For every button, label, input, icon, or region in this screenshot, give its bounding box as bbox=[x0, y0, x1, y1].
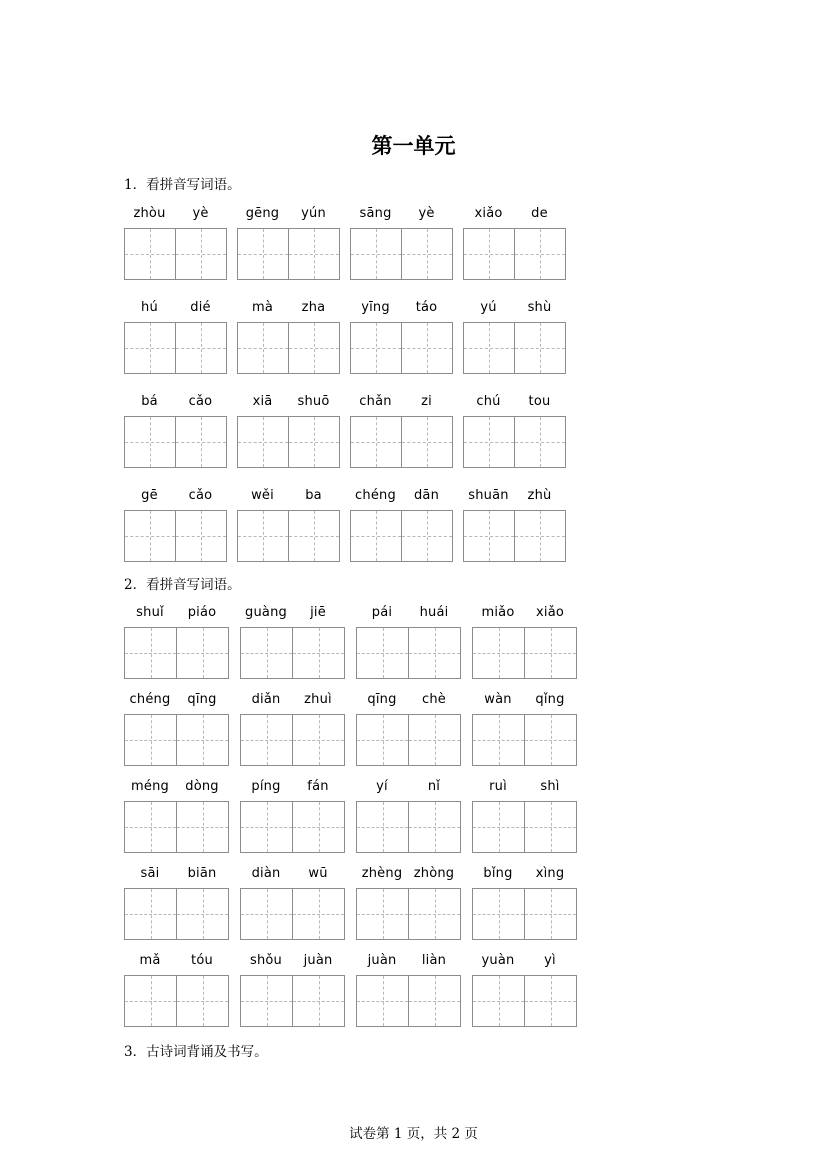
writing-cell[interactable] bbox=[356, 627, 409, 679]
writing-cell[interactable] bbox=[176, 975, 229, 1027]
word-row bbox=[124, 298, 576, 378]
pinyin-syllable: qīng bbox=[367, 692, 397, 707]
writing-cell[interactable] bbox=[292, 975, 345, 1027]
pinyin-syllable: xiǎo bbox=[474, 206, 503, 221]
word-box bbox=[356, 603, 460, 627]
pinyin-syllable: xiā bbox=[252, 394, 273, 409]
writing-cell[interactable] bbox=[514, 416, 566, 468]
pinyin-syllable: zhòng bbox=[413, 866, 455, 881]
writing-cells bbox=[124, 510, 226, 562]
word-box bbox=[124, 204, 226, 228]
pinyin-row bbox=[237, 486, 339, 510]
writing-cell[interactable] bbox=[124, 510, 176, 562]
writing-cell[interactable] bbox=[472, 975, 525, 1027]
question-3-label: 3．古诗词背诵及书写。 bbox=[124, 1044, 268, 1060]
pinyin-syllable: yú bbox=[480, 300, 497, 315]
writing-cells bbox=[124, 801, 228, 853]
word-row bbox=[124, 486, 576, 566]
word-box bbox=[472, 951, 576, 975]
pinyin-syllable: tóu bbox=[191, 953, 213, 968]
writing-cell[interactable] bbox=[514, 228, 566, 280]
pinyin-syllable: de bbox=[531, 206, 548, 221]
word-box bbox=[350, 204, 452, 228]
pinyin-row bbox=[472, 603, 576, 627]
writing-cell[interactable] bbox=[288, 416, 340, 468]
pinyin-row bbox=[356, 603, 460, 627]
word-box bbox=[356, 864, 460, 888]
pinyin-syllable: juàn bbox=[367, 953, 397, 968]
writing-cell[interactable] bbox=[124, 801, 177, 853]
writing-cell[interactable] bbox=[524, 627, 577, 679]
writing-cell[interactable] bbox=[288, 510, 340, 562]
writing-cell[interactable] bbox=[463, 228, 515, 280]
pinyin-syllable: zhòu bbox=[133, 206, 166, 221]
pinyin-row bbox=[240, 951, 344, 975]
pinyin-syllable: diàn bbox=[251, 866, 281, 881]
pinyin-row bbox=[124, 951, 228, 975]
pinyin-syllable: yún bbox=[301, 206, 326, 221]
question-1-label: 1．看拼音写词语。 bbox=[124, 177, 241, 193]
pinyin-row bbox=[124, 486, 226, 510]
writing-cell[interactable] bbox=[350, 416, 402, 468]
pinyin-syllable: zhù bbox=[527, 488, 552, 503]
writing-cell[interactable] bbox=[175, 416, 227, 468]
pinyin-syllable: qǐng bbox=[535, 692, 565, 707]
writing-cell[interactable] bbox=[124, 322, 176, 374]
writing-cell[interactable] bbox=[514, 510, 566, 562]
writing-cell[interactable] bbox=[237, 322, 289, 374]
word-box bbox=[124, 864, 228, 888]
word-box bbox=[237, 204, 339, 228]
writing-cells bbox=[463, 416, 565, 468]
word-box bbox=[463, 392, 565, 416]
writing-cell[interactable] bbox=[350, 228, 402, 280]
word-box bbox=[463, 486, 565, 510]
pinyin-syllable: yè bbox=[192, 206, 209, 221]
word-box bbox=[237, 486, 339, 510]
pinyin-syllable: dān bbox=[413, 488, 440, 503]
pinyin-syllable: wàn bbox=[484, 692, 512, 707]
writing-cells bbox=[237, 416, 339, 468]
word-box bbox=[240, 603, 344, 627]
writing-cells bbox=[124, 322, 226, 374]
pinyin-syllable: diǎn bbox=[251, 692, 281, 707]
writing-cell[interactable] bbox=[124, 888, 177, 940]
writing-cell[interactable] bbox=[463, 416, 515, 468]
pinyin-row bbox=[463, 392, 565, 416]
writing-cell[interactable] bbox=[463, 510, 515, 562]
pinyin-syllable: gēng bbox=[245, 206, 280, 221]
pinyin-row bbox=[356, 690, 460, 714]
pinyin-syllable: hú bbox=[141, 300, 158, 315]
writing-cells bbox=[124, 714, 228, 766]
writing-cells bbox=[472, 975, 576, 1027]
word-row bbox=[124, 603, 588, 683]
writing-cell[interactable] bbox=[524, 975, 577, 1027]
writing-cell[interactable] bbox=[524, 888, 577, 940]
writing-cell[interactable] bbox=[292, 714, 345, 766]
word-box bbox=[124, 298, 226, 322]
writing-cell[interactable] bbox=[240, 627, 293, 679]
writing-cell[interactable] bbox=[401, 228, 453, 280]
pinyin-syllable: miǎo bbox=[481, 605, 515, 620]
pinyin-syllable: bá bbox=[141, 394, 158, 409]
writing-cells bbox=[356, 888, 460, 940]
writing-cell[interactable] bbox=[408, 801, 461, 853]
writing-cell[interactable] bbox=[472, 801, 525, 853]
pinyin-row bbox=[124, 864, 228, 888]
writing-cells bbox=[237, 322, 339, 374]
writing-cell[interactable] bbox=[401, 510, 453, 562]
writing-cell[interactable] bbox=[356, 801, 409, 853]
writing-cell[interactable] bbox=[175, 322, 227, 374]
pinyin-row bbox=[240, 864, 344, 888]
pinyin-syllable: yì bbox=[544, 953, 556, 968]
pinyin-syllable: yuàn bbox=[481, 953, 515, 968]
word-box bbox=[124, 392, 226, 416]
pinyin-syllable: dié bbox=[190, 300, 211, 315]
writing-cell[interactable] bbox=[292, 801, 345, 853]
writing-cell[interactable] bbox=[176, 714, 229, 766]
pinyin-syllable: chè bbox=[422, 692, 446, 707]
word-row bbox=[124, 690, 588, 770]
pinyin-syllable: yè bbox=[418, 206, 435, 221]
writing-cell[interactable] bbox=[124, 714, 177, 766]
pinyin-syllable: cǎo bbox=[188, 394, 213, 409]
page-footer: 试卷第 1 页，共 2 页 bbox=[349, 1126, 478, 1142]
pinyin-row bbox=[237, 298, 339, 322]
writing-cells bbox=[356, 714, 460, 766]
pinyin-syllable: qīng bbox=[187, 692, 217, 707]
pinyin-row bbox=[356, 951, 460, 975]
writing-cells bbox=[472, 888, 576, 940]
pinyin-row bbox=[350, 298, 452, 322]
pinyin-syllable: nǐ bbox=[427, 779, 441, 794]
writing-cells bbox=[350, 510, 452, 562]
writing-cells bbox=[472, 627, 576, 679]
pinyin-syllable: ruì bbox=[489, 779, 507, 794]
pinyin-row bbox=[124, 603, 228, 627]
question-2-label: 2．看拼音写词语。 bbox=[124, 577, 241, 593]
word-box bbox=[472, 603, 576, 627]
pinyin-syllable: gē bbox=[141, 488, 158, 503]
writing-cell[interactable] bbox=[288, 322, 340, 374]
pinyin-syllable: shuān bbox=[468, 488, 509, 503]
writing-cell[interactable] bbox=[472, 888, 525, 940]
pinyin-syllable: shù bbox=[527, 300, 552, 315]
writing-cells bbox=[124, 975, 228, 1027]
pinyin-syllable: zhuì bbox=[304, 692, 332, 707]
writing-cell[interactable] bbox=[240, 714, 293, 766]
pinyin-syllable: biān bbox=[187, 866, 217, 881]
writing-cell[interactable] bbox=[124, 228, 176, 280]
pinyin-syllable: shì bbox=[540, 779, 560, 794]
pinyin-row bbox=[124, 690, 228, 714]
writing-cells bbox=[463, 510, 565, 562]
writing-cell[interactable] bbox=[524, 714, 577, 766]
pinyin-syllable: wěi bbox=[251, 488, 274, 503]
writing-cells bbox=[472, 801, 576, 853]
pinyin-syllable: xìng bbox=[535, 866, 565, 881]
writing-cell[interactable] bbox=[292, 627, 345, 679]
writing-cell[interactable] bbox=[472, 627, 525, 679]
writing-cells bbox=[463, 228, 565, 280]
word-box bbox=[237, 392, 339, 416]
pinyin-row bbox=[463, 486, 565, 510]
word-box bbox=[124, 486, 226, 510]
writing-cell[interactable] bbox=[472, 714, 525, 766]
word-box bbox=[463, 298, 565, 322]
writing-cells bbox=[356, 801, 460, 853]
pinyin-syllable: zhèng bbox=[361, 866, 403, 881]
pinyin-syllable: cǎo bbox=[188, 488, 213, 503]
pinyin-row bbox=[124, 777, 228, 801]
writing-cells bbox=[350, 416, 452, 468]
writing-cells bbox=[463, 322, 565, 374]
pinyin-syllable: píng bbox=[251, 779, 281, 794]
writing-cells bbox=[124, 888, 228, 940]
pinyin-row bbox=[472, 864, 576, 888]
pinyin-row bbox=[463, 204, 565, 228]
pinyin-syllable: shuō bbox=[297, 394, 330, 409]
writing-cell[interactable] bbox=[292, 888, 345, 940]
pinyin-syllable: chú bbox=[476, 394, 501, 409]
word-box bbox=[237, 298, 339, 322]
word-box bbox=[472, 690, 576, 714]
pinyin-syllable: tou bbox=[528, 394, 551, 409]
word-row bbox=[124, 204, 576, 284]
writing-cell[interactable] bbox=[408, 627, 461, 679]
writing-cells bbox=[472, 714, 576, 766]
pinyin-syllable: juàn bbox=[303, 953, 333, 968]
pinyin-syllable: méng bbox=[131, 779, 169, 794]
writing-cells bbox=[237, 510, 339, 562]
word-box bbox=[350, 392, 452, 416]
pinyin-row bbox=[124, 298, 226, 322]
word-row bbox=[124, 864, 588, 944]
pinyin-syllable: zha bbox=[301, 300, 326, 315]
word-box bbox=[356, 777, 460, 801]
pinyin-syllable: shǒu bbox=[249, 953, 282, 968]
pinyin-row bbox=[472, 690, 576, 714]
pinyin-syllable: pái bbox=[371, 605, 393, 620]
writing-cell[interactable] bbox=[356, 888, 409, 940]
word-box bbox=[240, 690, 344, 714]
pinyin-row bbox=[350, 204, 452, 228]
writing-cell[interactable] bbox=[240, 801, 293, 853]
pinyin-syllable: liàn bbox=[421, 953, 447, 968]
writing-cells bbox=[124, 627, 228, 679]
pinyin-row bbox=[237, 204, 339, 228]
writing-cells bbox=[350, 228, 452, 280]
pinyin-row bbox=[350, 486, 452, 510]
writing-cells bbox=[237, 228, 339, 280]
writing-cell[interactable] bbox=[176, 801, 229, 853]
pinyin-syllable: piáo bbox=[187, 605, 217, 620]
writing-cell[interactable] bbox=[401, 322, 453, 374]
pinyin-syllable: xiǎo bbox=[535, 605, 565, 620]
word-box bbox=[240, 951, 344, 975]
pinyin-syllable: fán bbox=[307, 779, 329, 794]
word-box bbox=[472, 864, 576, 888]
pinyin-syllable: chéng bbox=[129, 692, 171, 707]
pinyin-row bbox=[124, 204, 226, 228]
pinyin-syllable: guàng bbox=[245, 605, 287, 620]
pinyin-syllable: mǎ bbox=[139, 953, 161, 968]
writing-cell[interactable] bbox=[176, 888, 229, 940]
writing-cells bbox=[356, 975, 460, 1027]
pinyin-syllable: sāng bbox=[359, 206, 392, 221]
pinyin-syllable: wū bbox=[308, 866, 328, 881]
writing-cell[interactable] bbox=[408, 714, 461, 766]
writing-cell[interactable] bbox=[524, 801, 577, 853]
pinyin-syllable: zi bbox=[421, 394, 432, 409]
writing-cell[interactable] bbox=[514, 322, 566, 374]
writing-cell[interactable] bbox=[124, 975, 177, 1027]
writing-cell[interactable] bbox=[124, 416, 176, 468]
writing-cell[interactable] bbox=[356, 714, 409, 766]
word-box bbox=[350, 486, 452, 510]
pinyin-syllable: mà bbox=[251, 300, 274, 315]
writing-cell[interactable] bbox=[408, 975, 461, 1027]
word-box bbox=[350, 298, 452, 322]
word-box bbox=[463, 204, 565, 228]
word-box bbox=[240, 864, 344, 888]
writing-cell[interactable] bbox=[237, 510, 289, 562]
writing-cells bbox=[240, 975, 344, 1027]
page-title: 第一单元 bbox=[371, 133, 456, 158]
pinyin-syllable: yí bbox=[376, 779, 388, 794]
writing-cells bbox=[356, 627, 460, 679]
word-box bbox=[356, 690, 460, 714]
word-box bbox=[124, 951, 228, 975]
pinyin-syllable: táo bbox=[415, 300, 438, 315]
pinyin-row bbox=[356, 864, 460, 888]
word-box bbox=[240, 777, 344, 801]
pinyin-row bbox=[350, 392, 452, 416]
word-box bbox=[124, 777, 228, 801]
word-box bbox=[124, 690, 228, 714]
pinyin-row bbox=[240, 777, 344, 801]
writing-cells bbox=[350, 322, 452, 374]
writing-cell[interactable] bbox=[240, 888, 293, 940]
word-box bbox=[356, 951, 460, 975]
writing-cell[interactable] bbox=[350, 322, 402, 374]
pinyin-syllable: ba bbox=[305, 488, 322, 503]
pinyin-syllable: chǎn bbox=[359, 394, 392, 409]
pinyin-syllable: dòng bbox=[185, 779, 219, 794]
writing-cell[interactable] bbox=[408, 888, 461, 940]
pinyin-row bbox=[472, 951, 576, 975]
pinyin-syllable: bǐng bbox=[483, 866, 513, 881]
writing-cell[interactable] bbox=[463, 322, 515, 374]
writing-cell[interactable] bbox=[175, 228, 227, 280]
pinyin-row bbox=[463, 298, 565, 322]
writing-cell[interactable] bbox=[124, 627, 177, 679]
writing-cells bbox=[240, 888, 344, 940]
writing-cells bbox=[240, 801, 344, 853]
word-box bbox=[472, 777, 576, 801]
pinyin-syllable: huái bbox=[419, 605, 449, 620]
writing-cell[interactable] bbox=[237, 228, 289, 280]
writing-cell[interactable] bbox=[288, 228, 340, 280]
writing-cells bbox=[124, 416, 226, 468]
writing-cell[interactable] bbox=[240, 975, 293, 1027]
writing-cells bbox=[240, 714, 344, 766]
pinyin-row bbox=[356, 777, 460, 801]
word-box bbox=[124, 603, 228, 627]
writing-cells bbox=[240, 627, 344, 679]
writing-cell[interactable] bbox=[356, 975, 409, 1027]
pinyin-syllable: sāi bbox=[140, 866, 160, 881]
pinyin-syllable: yīng bbox=[361, 300, 390, 315]
pinyin-syllable: shuǐ bbox=[136, 605, 164, 620]
pinyin-row bbox=[240, 603, 344, 627]
pinyin-row bbox=[472, 777, 576, 801]
writing-cell[interactable] bbox=[350, 510, 402, 562]
pinyin-row bbox=[237, 392, 339, 416]
writing-cells bbox=[124, 228, 226, 280]
writing-cell[interactable] bbox=[237, 416, 289, 468]
word-row bbox=[124, 392, 576, 472]
pinyin-row bbox=[124, 392, 226, 416]
pinyin-syllable: jiē bbox=[310, 605, 326, 620]
word-row bbox=[124, 777, 588, 857]
writing-cell[interactable] bbox=[401, 416, 453, 468]
word-row bbox=[124, 951, 588, 1031]
pinyin-row bbox=[240, 690, 344, 714]
writing-cell[interactable] bbox=[176, 627, 229, 679]
writing-cell[interactable] bbox=[175, 510, 227, 562]
pinyin-syllable: chéng bbox=[355, 488, 396, 503]
